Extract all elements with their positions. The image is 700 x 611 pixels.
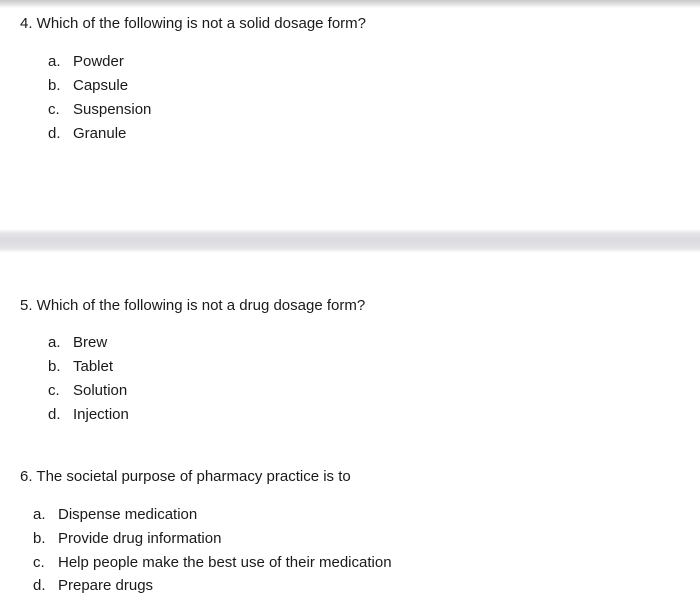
- option-b: [33, 530, 221, 548]
- question-text: 5. Which of the following is not a drug dosage form?: [20, 297, 366, 314]
- option-letter: b.: [48, 77, 61, 94]
- option-letter: d.: [48, 406, 61, 423]
- option-text: Granule: [73, 125, 127, 142]
- option-letter: a.: [48, 53, 61, 70]
- option-c: [33, 554, 392, 572]
- option-d: [48, 406, 129, 424]
- option-text: Dispense medication: [58, 506, 198, 523]
- option-text: Tablet: [73, 358, 114, 375]
- question-text: 6. The societal purpose of pharmacy practice is to: [20, 468, 351, 485]
- option-letter: a.: [33, 506, 46, 523]
- option-text: Capsule: [73, 77, 129, 94]
- option-text: Suspension: [73, 101, 152, 118]
- option-text: Brew: [73, 334, 108, 351]
- option-letter: c.: [33, 554, 45, 571]
- option-b: [48, 358, 113, 376]
- option-text: Solution: [73, 382, 128, 399]
- top-page-edge: [0, 0, 700, 8]
- option-letter: d.: [48, 125, 61, 142]
- option-d: [33, 577, 153, 595]
- option-c: [48, 101, 151, 119]
- option-letter: c.: [48, 101, 60, 118]
- option-d: [48, 125, 126, 143]
- option-text: Prepare drugs: [58, 577, 154, 594]
- option-a: [33, 506, 197, 524]
- page-break: [0, 229, 700, 253]
- option-text: Injection: [73, 406, 129, 423]
- option-letter: c.: [48, 382, 60, 399]
- question-text: 4. Which of the following is not a solid dosage form?: [20, 15, 367, 32]
- option-letter: b.: [48, 358, 61, 375]
- option-text: Help people make the best use of their medication: [58, 554, 392, 571]
- option-a: [48, 53, 124, 71]
- option-c: [48, 382, 127, 400]
- option-a: [48, 334, 107, 352]
- option-text: Powder: [73, 53, 124, 70]
- option-text: Provide drug information: [58, 530, 222, 547]
- option-letter: b.: [33, 530, 46, 547]
- option-b: [48, 77, 128, 95]
- option-letter: a.: [48, 334, 61, 351]
- option-letter: d.: [33, 577, 46, 594]
